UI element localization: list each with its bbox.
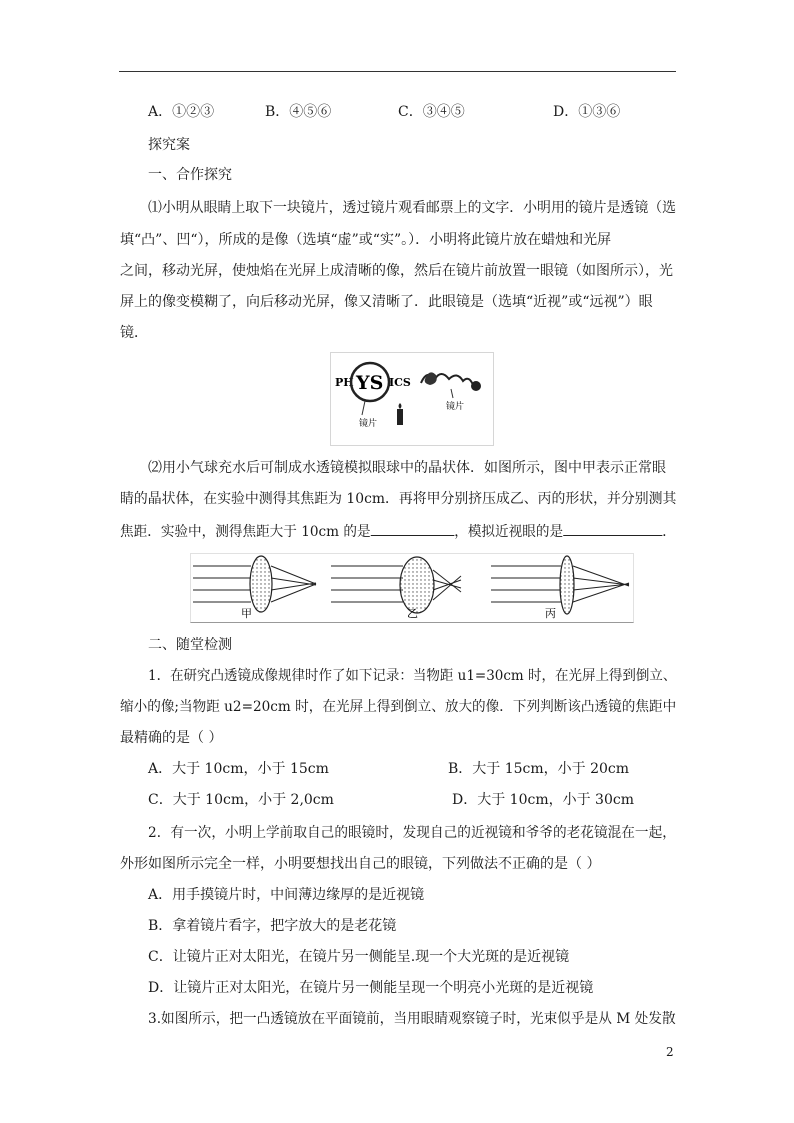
option-b: B．④⑤⑥ <box>265 104 332 120</box>
page-number: 2 <box>666 1045 674 1059</box>
candle-icon <box>397 409 403 425</box>
q2-line3-c: ． <box>662 524 676 540</box>
lens-magnifier-figure <box>330 352 494 446</box>
lens-pointer-left <box>362 401 365 415</box>
water-lens-svg <box>191 554 633 622</box>
lens-jia <box>193 556 316 620</box>
t1-option-d: D．大于 10cm，小于 30cm <box>452 792 634 808</box>
answer-blank-2 <box>563 521 662 536</box>
figure1-label-left: 镜片 <box>359 419 378 429</box>
label-bing: 丙 <box>545 607 556 620</box>
t2-option-a: A．用手摸镜片时，中间薄边缘厚的是近视镜 <box>148 887 425 903</box>
q1-line5: 镜． <box>120 325 148 341</box>
figure1-text-lens: YS <box>356 372 384 394</box>
q2-line3 <box>120 521 676 541</box>
option-c: C．③④⑤ <box>398 104 465 120</box>
t2-line2: 外形如图所示完全一样，小明要想找出自己的眼镜，下列做法不正确的是（ ） <box>120 856 601 872</box>
label-yi: 乙 <box>407 607 418 620</box>
t1-line2: 缩小的像;当物距 u2=20cm 时，在光屏上得到倒立、放大的像．下列判断该凸透镜的焦距中 <box>120 699 677 715</box>
option-a: A．①②③ <box>148 104 215 120</box>
section-heading: 探究案 <box>148 137 190 153</box>
t1-option-a: A．大于 10cm，小于 15cm <box>148 761 329 777</box>
part2-heading: 二、随堂检测 <box>148 637 232 653</box>
q1-line3: 之间，移动光屏，使烛焰在光屏上成清晰的像，然后在镜片前放置一眼镜（如图所示），光 <box>120 263 673 279</box>
q1-line4: 屏上的像变模糊了，向后移动光屏，像又清晰了．此眼镜是（选填“近视”或“远视”）眼 <box>120 294 653 310</box>
water-lens-figure <box>190 553 634 623</box>
flame-icon <box>399 403 402 409</box>
q2-line2: 睛的晶状体，在实验中测得其焦距为 10cm．再将甲分别挤压成乙、丙的形状，并分别测其 <box>120 491 677 507</box>
q2-line1: ⑵用小气球充水后可制成水透镜模拟眼球中的晶状体．如图所示，图中甲表示正常眼 <box>148 460 666 476</box>
lens-magnifier-svg <box>331 353 493 445</box>
answer-blank-1 <box>371 521 455 536</box>
q1-line1: ⑴小明从眼睛上取下一块镜片，透过镜片观看邮票上的文字．小明用的镜片是透镜（选 <box>148 200 677 216</box>
ornament-dot-icon <box>471 381 481 391</box>
t2-option-d: D．让镜片正对太阳光，在镜片另一侧能呈现一个明亮小光斑的是近视镜 <box>148 980 594 996</box>
q2-line3-a: 焦距．实验中，测得焦距大于 10cm 的是 <box>120 524 371 540</box>
t2-option-b: B．拿着镜片看字，把字放大的是老花镜 <box>148 918 397 934</box>
figure1-text-right: ICS <box>389 376 411 389</box>
figure1-label-right: 镜片 <box>446 402 465 412</box>
option-d: D．①③⑥ <box>553 104 621 120</box>
lens-bing <box>491 556 629 620</box>
q2-line3-b: ，模拟近视眼的是 <box>454 524 564 540</box>
q1-line2: 填“凸”、凹“），所成的是像（选填“虚”或“实”。）．小明将此镜片放在蜡烛和光屏 <box>120 232 612 248</box>
t1-line1: 1．在研究凸透镜成像规律时作了如下记录：当物距 u1=30cm 时，在光屏上得到倒立、 <box>148 668 677 684</box>
t1-option-b: B．大于 15cm，小于 20cm <box>448 761 630 777</box>
t1-option-c: C．大于 10cm，小于 2,0cm <box>148 792 334 808</box>
figure1-text-left: PH <box>335 376 354 389</box>
t1-line3: 最精确的是（ ） <box>120 730 223 746</box>
header-rule <box>119 71 676 72</box>
t2-line1: 2．有一次，小明上学前取自己的眼镜时，发现自己的近视镜和爷爷的老花镜混在一起， <box>148 825 676 841</box>
t3-line1: 3.如图所示，把一凸透镜放在平面镜前，当用眼睛观察镜子时，光束似乎是从 M 处发散 <box>148 1011 676 1027</box>
t2-option-c: C．让镜片正对太阳光，在镜片另一侧能呈.现一个大光斑的是近视镜 <box>148 949 570 965</box>
label-jia: 甲 <box>241 607 252 620</box>
part1-heading: 一、合作探究 <box>148 167 232 183</box>
lens-pointer-right <box>451 389 453 398</box>
lens-yi <box>331 557 461 620</box>
